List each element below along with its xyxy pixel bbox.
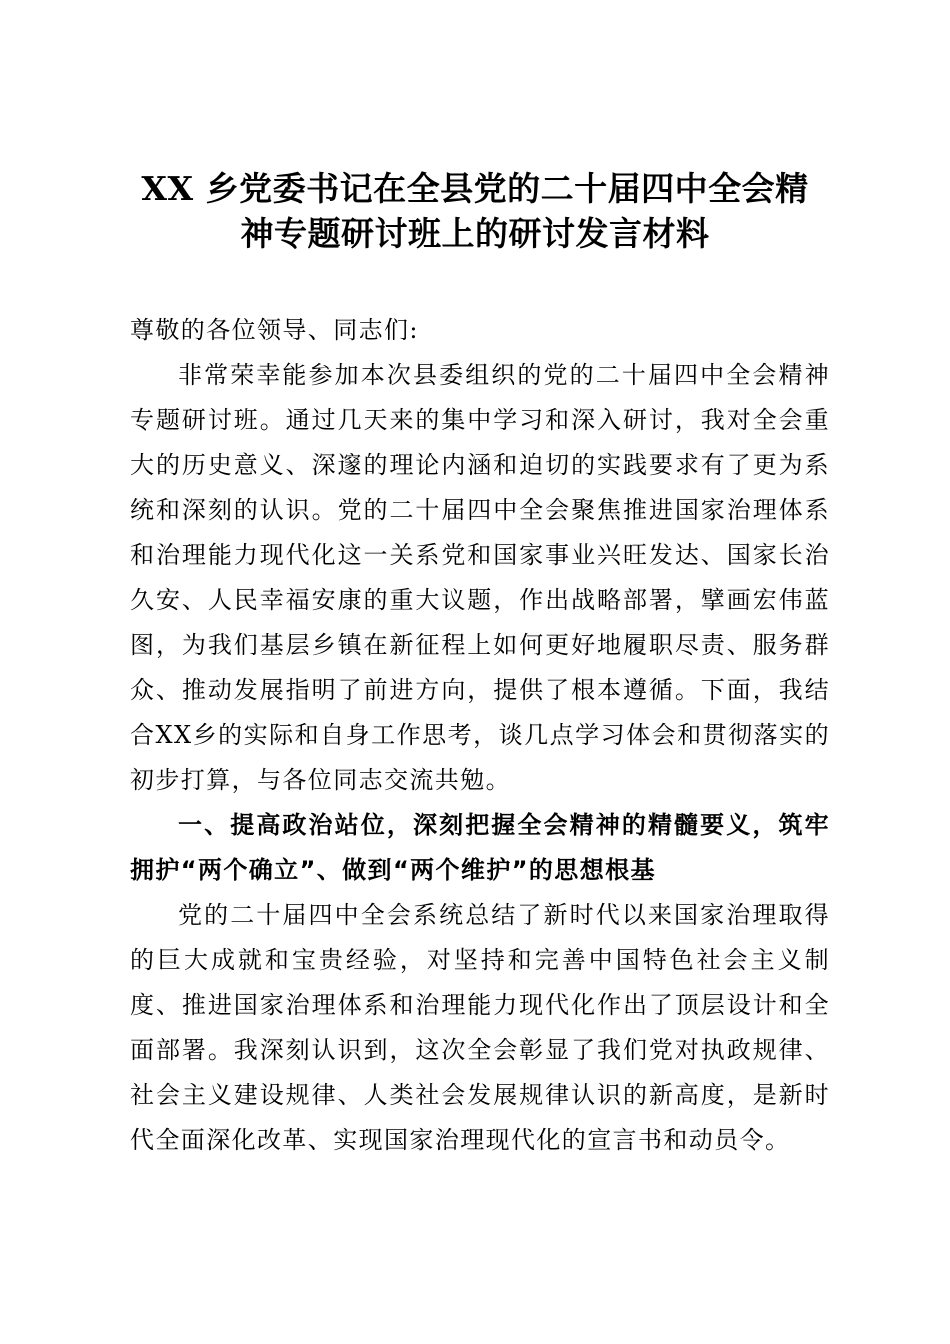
- title-line-1: XX 乡党委书记在全县党的二十届四中全会精: [141, 169, 809, 208]
- title-line-2: 神专题研讨班上的研讨发言材料: [240, 214, 710, 253]
- document-title: [120, 166, 830, 256]
- paragraph-intro: 非常荣幸能参加本次县委组织的党的二十届四中全会精神专题研讨班。通过几天来的集中学习和深入研讨，我对全会重大的历史意义、深邃的理论内涵和迫切的实践要求有了更为系统和深刻的认识。党的二十届四中全会聚焦推进国家治理体系和治理能力现代化这一关系党和国家事业兴旺发达、国家长治久安、人民幸福安康的重大议题，作出战略部署，擘画宏伟蓝图，为我们基层乡镇在新征程上如何更好地履职尽责、服务群众、推动发展指明了前进方向，提供了根本遵循。下面，我结合XX乡的实际和自身工作思考，谈几点学习体会和贯彻落实的初步打算，与各位同志交流共勉。: [130, 361, 830, 794]
- document-body: [130, 308, 830, 1163]
- section-heading-1: 一、提高政治站位，深刻把握全会精神的精髓要义，筑牢拥护“两个确立”、做到“两个维护”的思想根基: [130, 811, 830, 884]
- paragraph-section-1: 党的二十届四中全会系统总结了新时代以来国家治理取得的巨大成就和宝贵经验，对坚持和完善中国特色社会主义制度、推进国家治理体系和治理能力现代化作出了顶层设计和全面部署。我深刻认识到，这次全会彰显了我们党对执政规律、社会主义建设规律、人类社会发展规律认识的新高度，是新时代全面深化改革、实现国家治理现代化的宣言书和动员令。: [130, 901, 830, 1154]
- salutation: 尊敬的各位领导、同志们:: [130, 316, 419, 344]
